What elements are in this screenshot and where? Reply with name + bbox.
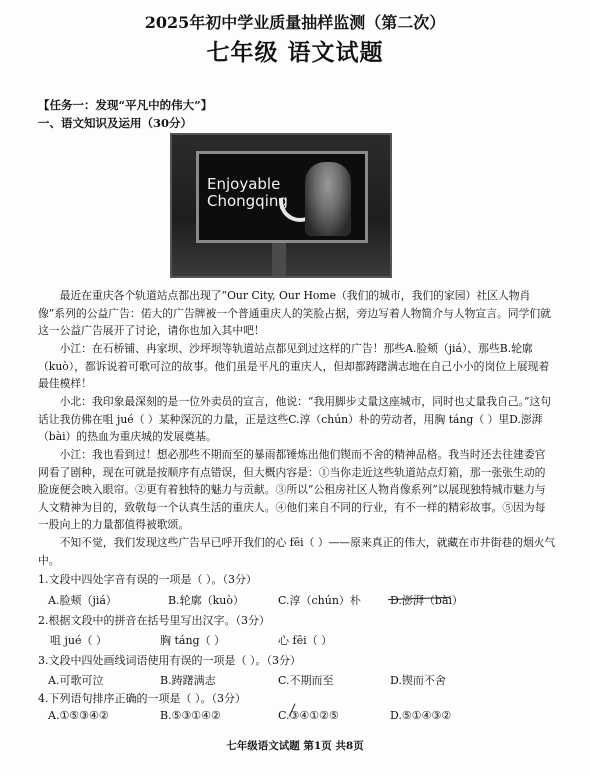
question-1-stem: 1.文段中四处字音有误的一项是（ ）。（3分）	[38, 573, 257, 586]
billboard-text	[207, 176, 288, 210]
question-2-stem: 2.根据文段中的拼音在括号里写出汉字。（3分）	[38, 614, 270, 627]
billboard-photo	[170, 133, 392, 278]
question-4-stem: 4.下列语句排序正确的一项是（ ）。（3分）	[38, 692, 246, 705]
question-2-blank-1: 咀 jué（ ）	[50, 634, 107, 647]
billboard-text-line1: Enjoyable	[207, 175, 281, 193]
task-heading: 【任务一：发现“平凡中的伟大”】	[38, 98, 213, 112]
question-3-option-a: A.可歌可泣	[48, 674, 104, 687]
section-heading: 一、语文知识及运用（30分）	[38, 116, 193, 130]
question-2-blank-3: 心 fēi（ ）	[278, 634, 333, 647]
passage-paragraph-3: 小北：我印象最深刻的是一位外卖员的宣言，他说：“我用脚步丈量这座城市，同时也丈量我自己。”这句话让我仿佛在咀 jué（ ）某种深沉的力量，正是这些C.淳（chún）朴的劳动者，用胸 táng（ ）里D.澎湃（bài）的热血为重庆城的发展奠基。	[38, 395, 552, 444]
exam-title: 2025年初中学业质量抽样监测（第二次）	[144, 13, 446, 32]
passage-paragraph-2: 小江：在石桥铺、冉家坝、沙坪坝等轨道站点都见到过这样的广告！那些A.脸颊（jiá）、那些B.轮廓（kuò），都诉说着可歌可泣的故事。他们虽是平凡的重庆人，但却都踌躇满志地在自己小小的岗位上展现着最佳模样！	[38, 342, 550, 391]
question-4-option-b: B.⑤③①④②	[160, 709, 221, 722]
exam-subtitle: 七年级 语文试题	[206, 39, 384, 66]
passage-paragraph-4: 小江：我也看到过！想必那些不期而至的暴雨都锤炼出他们锲而不舍的精神品格。我当时还去往建委官网看了剧种，现在可就是按顺序有点错误，但大概内容是：①当你走近这些轨道站点灯箱，那一张张生动的脸庞便会映入眼帘。②更有着独特的魅力与贡献。③所以“公租房社区人物肖像系列”以展现独特城市魅力与人文精神为目的，致敬每一个认真生活的重庆人。④他们来自不同的行业，有不一样的精彩故事。⑤因为每一股向上的力量都值得被歌颂。	[38, 448, 546, 532]
question-4-option-c: C.③④①②⑤	[278, 709, 339, 722]
question-3-stem: 3.文段中四处画线词语使用有误的一项是（ ）。（3分）	[38, 654, 301, 667]
question-1-option-c: C.淳（chún）朴	[278, 594, 361, 607]
question-1-option-a: A.脸颊（jiá）	[48, 594, 117, 607]
billboard-text-line2: Chongqing	[207, 192, 288, 210]
question-3-option-d: D.锲而不舍	[390, 674, 446, 687]
question-1-option-d: D.澎湃（bài）	[390, 594, 464, 607]
passage-paragraph-5: 不知不觉，我们发现这些广告早已呼开我们的心 fēi（ ）——原来真正的伟大，就藏在市井街巷的烟火气中。	[38, 536, 556, 567]
page-footer: 七年级语文试题 第1页 共8页	[226, 740, 364, 752]
question-4-option-d: D.⑤①④③②	[390, 709, 452, 722]
question-1-option-b: B.轮廓（kuò）	[168, 594, 244, 607]
question-3-option-b: B.踌躇满志	[160, 674, 216, 687]
billboard	[196, 151, 368, 243]
passage-paragraph-1: 最近在重庆各个轨道站点都出现了“Our City, Our Home（我们的城市，我们的家园）社区人物肖像”系列的公益广告：偌大的广告牌被一个普通重庆人的笑脸占据，旁边写着人物简介与人物宣言。同学们就这一公益广告展开了讨论，请你也加入其中吧！	[38, 289, 551, 338]
billboard-post	[272, 243, 286, 277]
portrait-image	[305, 162, 351, 236]
question-2-blank-2: 胸 táng（ ）	[160, 634, 226, 647]
question-4-option-a: A.①⑤③④②	[48, 709, 109, 722]
question-3-option-c: C.不期而至	[278, 674, 334, 687]
